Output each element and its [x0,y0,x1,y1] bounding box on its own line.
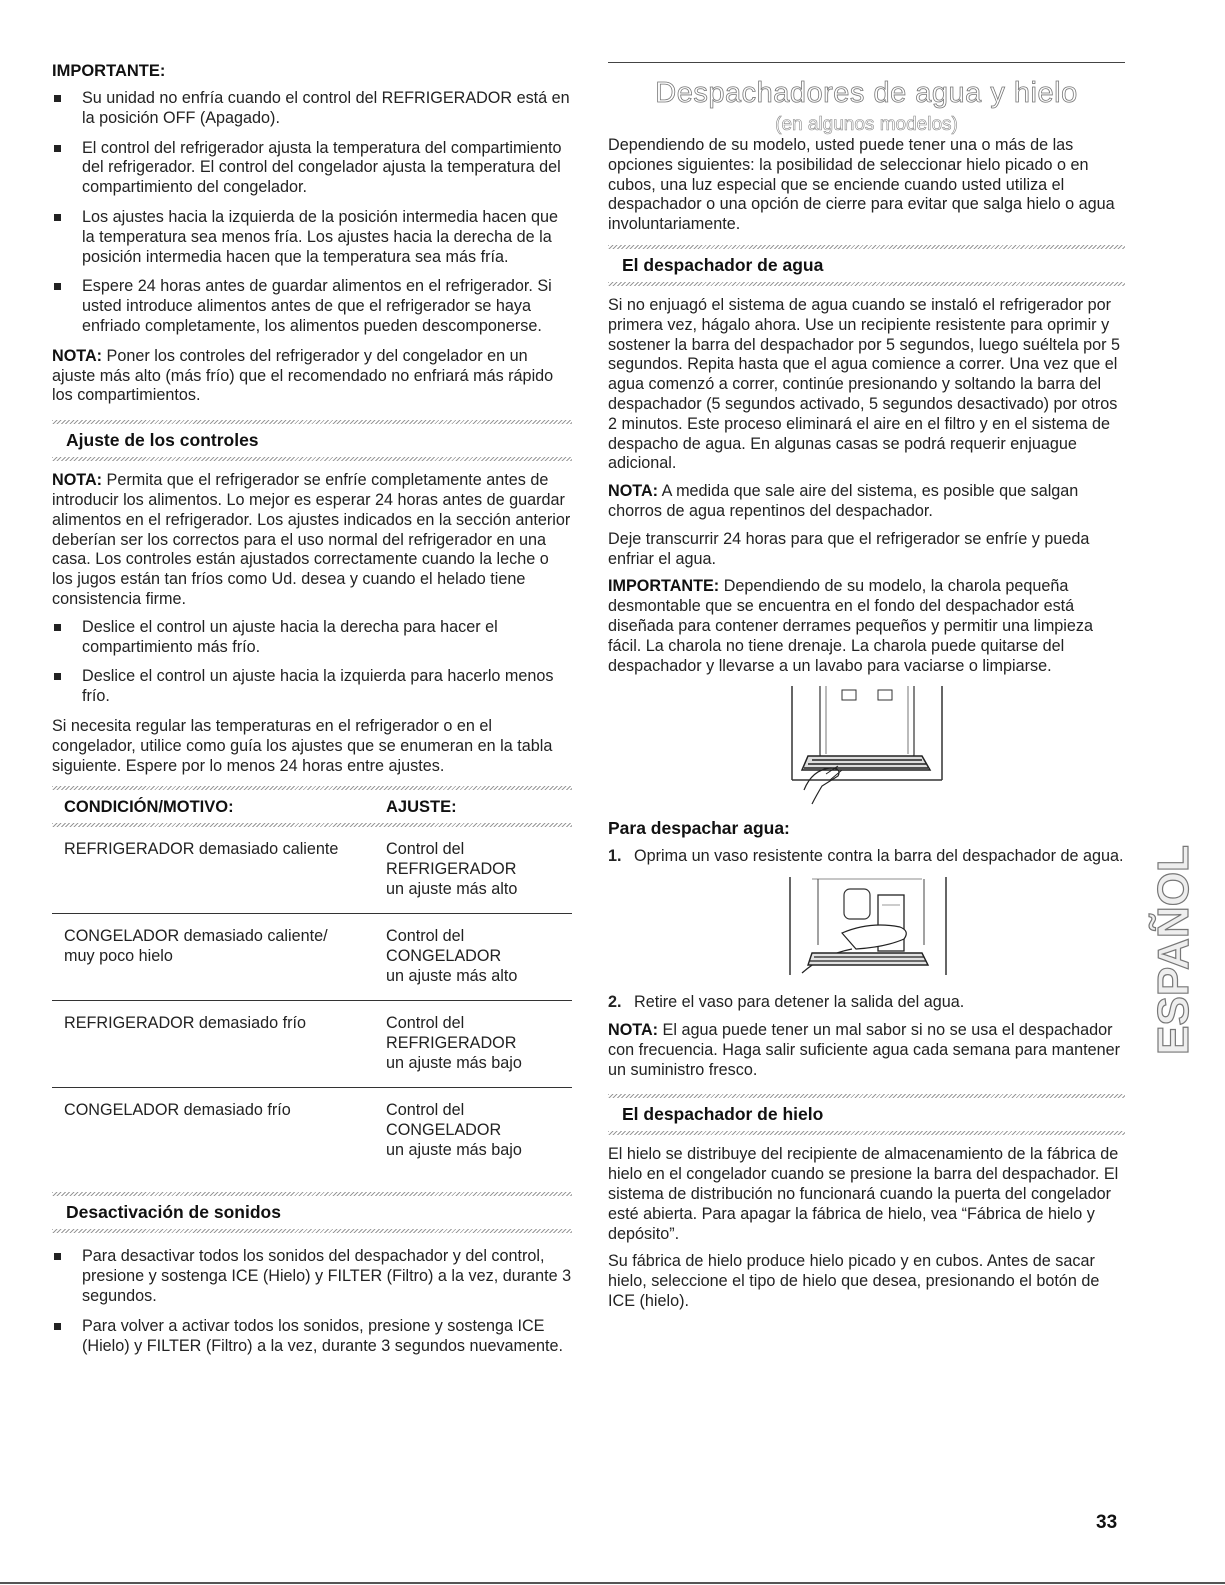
section-divider [52,420,572,424]
settings-table [52,786,572,1174]
nota-text: A medida que sale aire del sistema, es posible que salgan chorros de agua repentinos del despachador. [608,482,1079,520]
section-title: El despachador de hielo [622,1104,824,1125]
language-side-tab [1148,840,1204,1060]
list-item: Los ajustes hacia la izquierda de la posición intermedia hacen que la temperatura sea menos fría. Los ajustes hacia la derecha de la posición intermedia hacen que la temperatura sea más fría. [52,208,572,267]
agua-paragraph: Si no enjuagó el sistema de agua cuando se instaló el refrigerador por primera vez, hágalo ahora. Use un recipiente resistente para oprimir y sostener la barra del despachador por 5 segundos, luego suéltela por 5 segundos. Repita hasta que el agua comience a correr. Una vez que el agua comenzó a correr, continúe presionando y soltando la barra del despachador (5 segundos activado, 5 segundos desactivado) por otros 2 minutos. Este proceso eliminará el aire en el filtro y en el sistema de despacho de agua. En algunas casas se podrá requerir enjuague adicional. [608,295,1121,473]
condition-cell [64,1013,386,1073]
agua-paragraph: Deje transcurrir 24 horas para que el refrigerador se enfríe y pueda enfriar el agua. [608,529,1090,568]
importante-text: Dependiendo de su modelo, la charola pequeña desmontable que se encuentra en el fondo del despachador está diseñada para contener derrames pequeños y permitir una limpieza fácil. La charola no tiene drenaje. La charola puede quitarse del despachador y llevarse a un lavabo para vaciarse o limpiarse. [608,577,1094,675]
nota-text: Permita que el refrigerador se enfríe completamente antes de introducir los alimentos. Lo mejor es esperar 24 horas antes de guardar alimentos en el refrigerador. Los ajustes indicados en la sección anterior deberían ser los correctos para el uso normal del refrigerador en una casa. Los controles están ajustados correctamente cuando la leche o los jugos están tan fríos como Ud. desea y cuando el helado tiene consistencia firme. [52,471,571,608]
table-header [52,790,572,823]
condition-cell [64,1100,386,1160]
nota-paragraph [608,1021,1125,1080]
ajuste-list [52,618,572,707]
header-setting: AJUSTE: [386,798,457,817]
list-item: Espere 24 horas antes de guardar alimentos en el refrigerador. Si usted introduce alimentos antes de que el refrigerador se haya enfriado completamente, los alimentos pueden descomponerse. [52,277,572,336]
importante-label: IMPORTANTE: [608,577,720,596]
section-desactivacion-sonidos [52,1192,572,1233]
table-row [52,1088,572,1174]
setting-line: un ajuste más bajo [386,1054,522,1073]
section-divider [52,1192,572,1196]
section-ajuste-controles [52,420,572,461]
hielo-paragraph: Su fábrica de hielo produce hielo picado y en cubos. Antes de sacar hielo, seleccione el tipo de hielo que desea, presionando el botón de ICE (hielo). [608,1252,1100,1310]
top-rule [608,62,1125,63]
drip-tray-illustration [608,684,1125,808]
setting-line: Control del [386,1101,465,1120]
nota-paragraph [608,482,1125,522]
nota-label: NOTA: [52,346,103,365]
hielo-paragraph: El hielo se distribuye del recipiente de almacenamiento de la fábrica de hielo en el congelador cuando se presione la barra del despachador. El sistema de distribución no funcionará cuando la puerta del congelador esté abierta. Para apagar la fábrica de hielo, vea “Fábrica de hielo y depósito”. [608,1145,1119,1243]
condition-cell [64,926,386,986]
side-tab-label: ESPAÑOL [1148,845,1198,1055]
sonidos-list [52,1247,572,1356]
nota-paragraph [52,471,572,610]
section-divider [608,1131,1125,1135]
step-number: 1. [608,847,622,866]
nota-text: Poner los controles del refrigerador y del congelador en un ajuste más alto (más frío) que el recomendado no enfriará más rápido los compartimientos. [52,346,554,405]
condition-line: CONGELADOR demasiado frío [64,1101,291,1120]
nota-label: NOTA: [608,1020,659,1039]
step-text: Oprima un vaso resistente contra la barra del despachador de agua. [634,847,1124,866]
section-title: Desactivación de sonidos [66,1202,281,1223]
setting-line: Control del [386,927,465,946]
section-despachador-hielo [608,1094,1125,1135]
importante-list [52,89,572,337]
condition-line: REFRIGERADOR demasiado frío [64,1014,306,1033]
nota-label: NOTA: [608,482,659,501]
condition-cell [64,839,386,899]
list-item: Su unidad no enfría cuando el control del REFRIGERADOR está en la posición OFF (Apagado). [52,89,572,129]
bottom-rule [0,1582,1225,1584]
left-column [52,62,572,1366]
setting-cell [386,839,517,899]
glass-illustration [608,875,1125,983]
setting-line: un ajuste más alto [386,880,518,899]
setting-cell [386,1013,522,1073]
list-item: El control del refrigerador ajusta la temperatura del compartimiento del refrigerador. El control del congelador ajusta la temperatura del compartimiento del congelador. [52,139,572,198]
importante-paragraph [608,577,1125,676]
setting-line: CONGELADOR [386,1121,502,1140]
table-row [52,914,572,1001]
nota-paragraph [52,347,572,406]
setting-line: Control del [386,840,465,859]
nota-label: NOTA: [52,471,103,490]
setting-line: Control del [386,1014,465,1033]
section-title: El despachador de agua [622,254,824,275]
condition-line: CONGELADOR demasiado caliente/ [64,927,328,946]
table-row [52,1001,572,1088]
despachar-steps-continued [608,993,1125,1013]
setting-line: CONGELADOR [386,947,502,966]
list-item: Deslice el control un ajuste hacia la izquierda para hacerlo menos frío. [52,667,572,707]
despachar-steps [608,847,1125,867]
setting-line: un ajuste más alto [386,967,518,986]
setting-line: REFRIGERADOR [386,860,517,879]
section-divider [608,1094,1125,1098]
main-title: Despachadores de agua y hielo [655,77,1078,109]
list-item: Para desactivar todos los sonidos del despachador y del control, presione y sostenga ICE (Hielo) y FILTER (Filtro) a la vez, durante 3 segundos. [52,1247,572,1306]
nota-text: El agua puede tener un mal sabor si no se usa el despachador con frecuencia. Haga salir suficiente agua cada semana para mantener un suministro fresco. [608,1020,1121,1079]
list-item: Para volver a activar todos los sonidos, presione y sostenga ICE (Hielo) y FILTER (Filtro) a la vez, durante 3 segundos nuevamente. [52,1317,572,1357]
main-subtitle: (en algunos modelos) [775,114,958,135]
setting-cell [386,1100,522,1160]
step-text: Retire el vaso para detener la salida del agua. [634,993,965,1012]
section-title: Ajuste de los controles [66,430,259,451]
header-condition: CONDICIÓN/MOTIVO: [64,798,234,817]
step-number: 2. [608,993,622,1012]
condition-line: muy poco hielo [64,947,173,966]
right-column [608,62,1125,1320]
section-divider [608,245,1125,249]
condition-line: REFRIGERADOR demasiado caliente [64,840,339,859]
table-row [52,827,572,914]
despachar-heading: Para despachar agua: [608,818,790,839]
section-divider [52,1229,572,1233]
regular-paragraph: Si necesita regular las temperaturas en el refrigerador o en el congelador, utilice como guía los ajustes que se enumeran en la tabla siguiente. Espere por lo menos 24 horas entre ajustes. [52,716,553,775]
setting-line: un ajuste más bajo [386,1141,522,1160]
section-divider [52,457,572,461]
importante-label: IMPORTANTE: [52,62,166,80]
drip-tray-drawing [782,684,952,808]
step-item [608,993,1125,1013]
glass-drawing [782,875,952,983]
page-number: 33 [1096,1512,1118,1533]
section-despachador-agua [608,245,1125,286]
setting-line: REFRIGERADOR [386,1034,517,1053]
step-item [608,847,1125,867]
setting-cell [386,926,517,986]
main-heading [608,77,1125,136]
intro-paragraph: Dependiendo de su modelo, usted puede tener una o más de las opciones siguientes: la posibilidad de seleccionar hielo picado o en cubos, una luz especial que se enciende cuando usted utiliza el despachador o una opción de cierre para evitar que salga hielo o agua involuntariamente. [608,136,1115,234]
section-divider [608,282,1125,286]
list-item: Deslice el control un ajuste hacia la derecha para hacer el compartimiento más frío. [52,618,572,658]
